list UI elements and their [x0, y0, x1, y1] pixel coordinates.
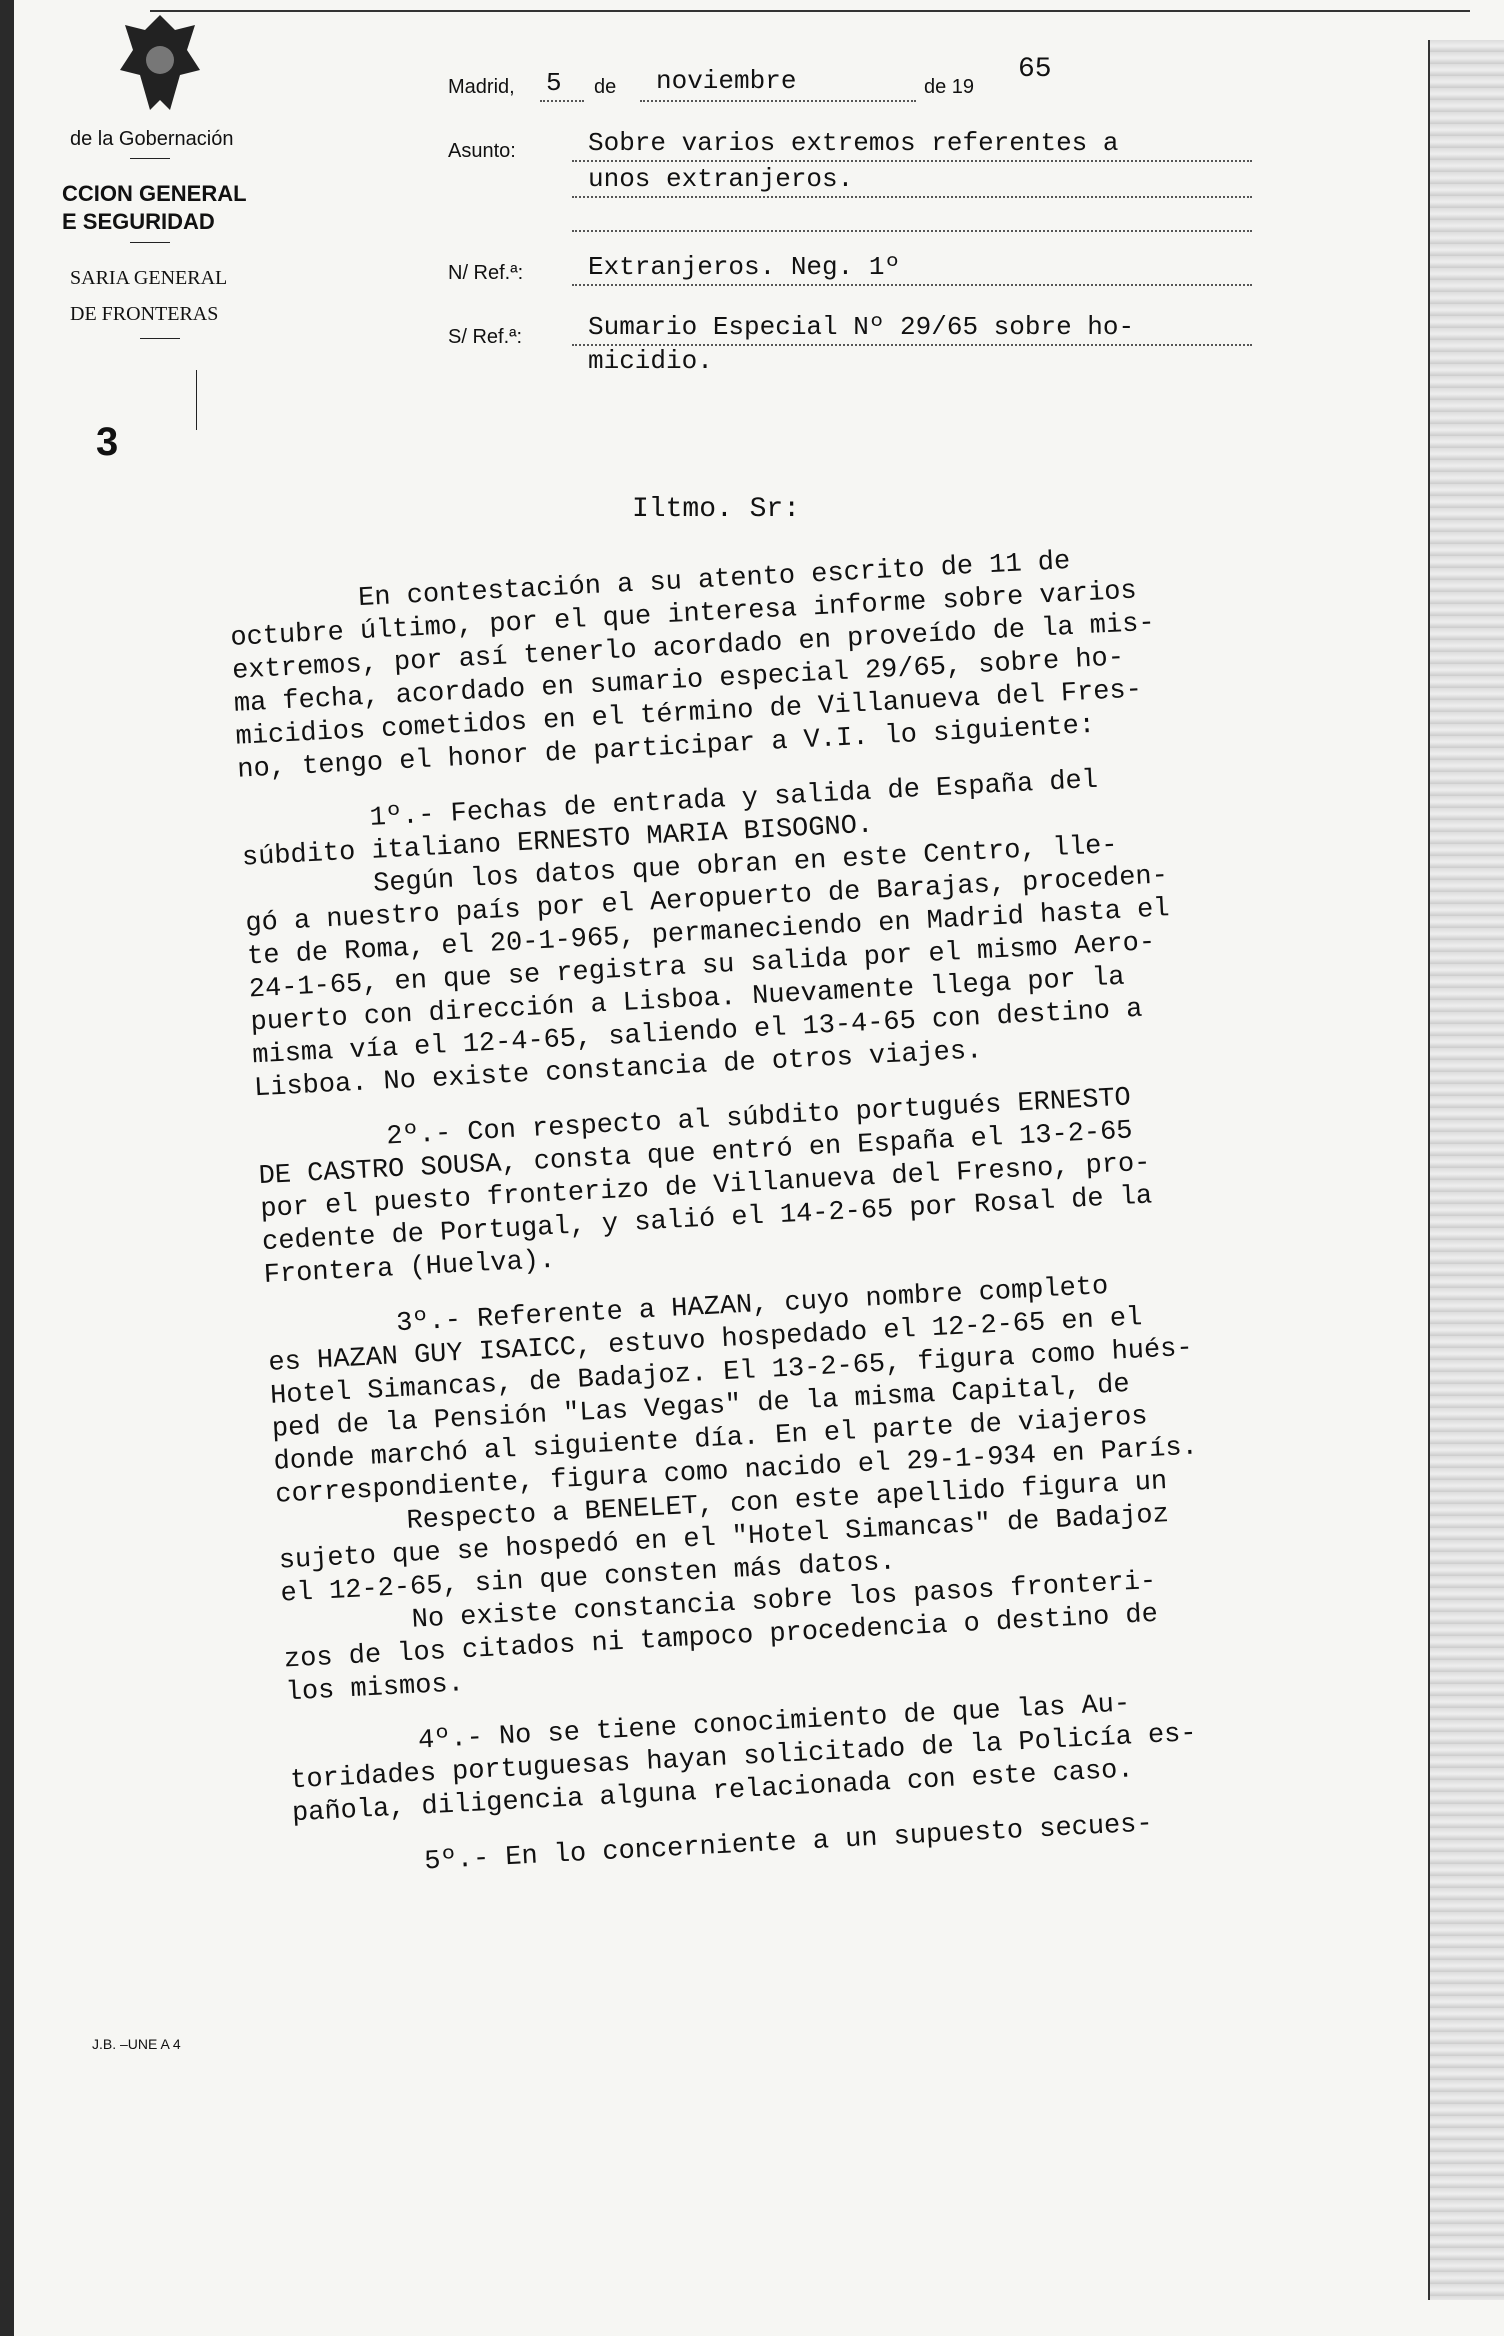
dotted-line	[572, 284, 1252, 286]
paragraph-intro: En contestación a su atento escrito de 11 de octubre último, por el que interesa informe sobre varios extremos, por así tenerlo acordado en proveído de la mis- ma fecha, acordado en sumario especial 29/65, sobre ho- micidios cometidos en el término de Villanueva del Fres- no, tengo el honor de participar a V.I. lo siguiente:	[228, 546, 1156, 786]
nref-value: Extranjeros. Neg. 1º	[588, 252, 901, 282]
sref-line-1: Sumario Especial Nº 29/65 sobre ho-	[588, 312, 1135, 342]
sref-line-2: micidio.	[588, 346, 713, 376]
place-label: Madrid,	[448, 76, 515, 98]
date-day: 5	[546, 68, 562, 98]
dotted-line	[572, 160, 1252, 162]
subject-label: Asunto:	[448, 140, 516, 162]
paragraph-2: 2º.- Con respecto al súbdito portugués ERNESTO DE CASTRO SOUSA, consta que entró en España el 13-2-65 por el puesto fronterizo de Villanueva del Fresno, pro- cedente de Portugal, y salió el 14-2-65 por Rosal de la Frontera (Huelva).	[256, 1083, 1153, 1292]
paragraph-5: 5º.- En lo concerniente a un supuesto secues-	[294, 1809, 1154, 1885]
direction-name	[62, 180, 247, 236]
margin-tick	[196, 370, 197, 430]
date-month: noviembre	[656, 66, 797, 96]
commissariat-name	[70, 260, 227, 332]
scan-right-edge	[1428, 40, 1504, 2300]
subject-line-2: unos extranjeros.	[588, 164, 854, 194]
nref-label: N/ Ref.ª:	[448, 262, 524, 284]
divider	[140, 338, 180, 339]
paragraph-3: 3º.- Referente a HAZAN, cuyo nombre completo es HAZAN GUY ISAICC, estuvo hospedado el 12-2-65 en el Hotel Simancas, de Badajoz. El 13-2-65, figura como hués- ped de la Pensión "Las Vegas" de la misma Capital, de donde marchó al siguiente día. En el parte de viajeros correspondiente, figura como nacido el 29-1-934 en París. Respecto a BENELET, con este apellido figura un sujeto que se hospedó en el "Hotel Simancas" de Badajoz el 12-2-65, sin que consten más datos. No existe constancia sobre los pasos fronteri- zos de los citados ni tampoco procedencia o destino de los mismos.	[266, 1271, 1199, 1709]
divider	[130, 158, 170, 159]
de-label: de	[594, 76, 617, 98]
direction-line-2: E SEGURIDAD	[62, 209, 215, 234]
top-rule	[150, 10, 1470, 12]
year-label: de 19	[924, 76, 975, 98]
coat-of-arms-icon	[115, 10, 205, 120]
dotted-line	[572, 344, 1252, 346]
commissariat-line-2: DE FRONTERAS	[70, 303, 219, 325]
page-number: 3	[96, 420, 119, 464]
subject-line-1: Sobre varios extremos referentes a	[588, 128, 1119, 158]
date-year: 65	[1018, 54, 1052, 85]
letter-body	[228, 532, 1396, 1908]
paragraph-1: 1º.- Fechas de entrada y salida de España del súbdito italiano ERNESTO MARIA BISOGNO. Según los datos que obran en este Centro, lle- gó a nuestro país por el Aeropuerto de Barajas, proceden- te de Roma, el 20-1-965, permaneciendo en Madrid hasta el 24-1-65, en que se registra su salida por el mismo Aero- puerto con dirección a Lisboa. Nuevamente llega por la misma vía el 12-4-65, saliendo el 13-4-65 con destino a Lisboa. No existe constancia de otros viajes.	[239, 765, 1171, 1105]
divider	[130, 242, 170, 243]
salutation: Iltmo. Sr:	[632, 494, 801, 525]
ministry-name: de la Gobernación	[70, 128, 234, 150]
dotted-line	[572, 196, 1252, 198]
form-code: J.B. –UNE A 4	[92, 2036, 181, 2052]
dotted-line	[640, 100, 916, 102]
dotted-line	[572, 230, 1252, 232]
paragraph-4: 4º.- No se tiene conocimiento de que las Au- toridades portuguesas hayan solicitado de la Policía es- pañola, diligencia alguna relacionada con este caso.	[287, 1689, 1198, 1830]
commissariat-line-1: SARIA GENERAL	[70, 267, 228, 289]
scan-left-edge	[0, 0, 14, 2336]
direction-line-1: CCION GENERAL	[62, 181, 247, 206]
sref-label: S/ Ref.ª:	[448, 326, 523, 348]
dotted-line	[540, 100, 584, 102]
